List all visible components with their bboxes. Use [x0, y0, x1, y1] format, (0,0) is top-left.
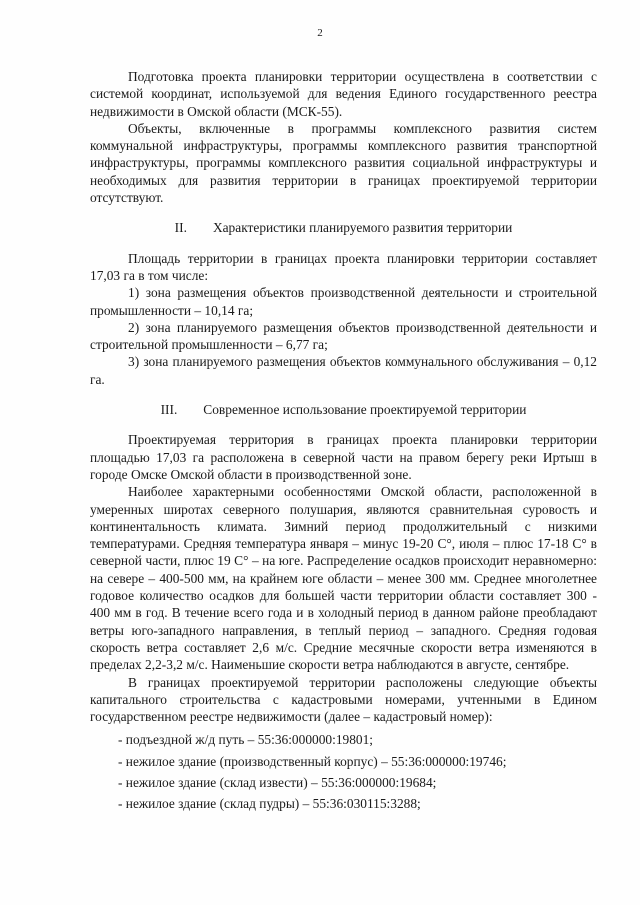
section-number: III.: [160, 402, 178, 418]
paragraph-area: Площадь территории в границах проекта планировки территории составляет 17,03 га в том числе:: [90, 250, 597, 283]
paragraph-climate: Наиболее характерными особенностями Омской области, расположенной в умеренных широтах северного полушария, являются сравнительная суровость и континентальность климата. Зимний период продолжительный с низкими температурами. Средняя температура января – минус 19-20 С°, июля – плюс 17-18 С° в северной части, плюс 19 С° – на юге. Распределение осадков происходит неравномерно: на севере – 400-500 мм, на крайнем юге области – менее 300 мм. Среднее многолетнее годовое количество осадков для большей части территории области составляет 300 - 400 мм в год. В течение всего года и в холодный период в данном районе преобладают ветры юго-западного направления, в теплый период – западного. Средняя годовая скорость ветра составляет 2,6 м/с. Средние месячные скорости ветра изменяются в пределах 2,2-3,2 м/с. Наименьшие скорости ветра наблюдаются в августе, сентябре.: [90, 484, 597, 673]
section-number: II.: [174, 220, 187, 236]
document-body: [90, 68, 597, 817]
paragraph-coordinate-system: Подготовка проекта планировки территории осуществлена в соответствии с системой координат, используемой для ведения Единого государственного реестра недвижимости в Омской области (МСК-55).: [90, 69, 597, 119]
list-item: - нежилое здание (склад извести) – 55:36:000000:19684;: [118, 774, 437, 790]
paragraph-capital-objects: В границах проектируемой территории расположены следующие объекты капитального строительства с кадастровыми номерами, учтенными в Едином государственном реестре недвижимости (далее – кадастровый номер):: [90, 674, 597, 725]
list-item: - подъездной ж/д путь – 55:36:000000:19801;: [118, 732, 374, 748]
cadastral-objects-list: [90, 731, 597, 812]
paragraph-zone-3: 3) зона планируемого размещения объектов коммунального обслуживания – 0,12 га.: [90, 354, 597, 387]
paragraph-zone-2: 2) зона планируемого размещения объектов производственной деятельности и строительной промышленности – 6,77 га;: [90, 319, 597, 353]
list-item: - нежилое здание (производственный корпус) – 55:36:000000:19746;: [118, 753, 507, 769]
list-item: - нежилое здание (склад пудры) – 55:36:030115:3288;: [118, 796, 421, 812]
paragraph-location: Проектируемая территория в границах проекта планировки территории площадью 17,03 га расположена в северной части на правом берегу реки Иртыш в городе Омске Омской области в производственной зоне.: [90, 432, 597, 482]
paragraph-development-programs: Объекты, включенные в программы комплексного развития систем коммунальной инфраструктуры, программы комплексного развития транспортной инфраструктуры, программы комплексного развития социальной инфраструктуры и необходимых для развития территории в границах проектируемой территории отсутствуют.: [90, 120, 597, 206]
section-title: Современное использование проектируемой территории: [203, 402, 527, 418]
section-heading-characteristics: [90, 219, 597, 236]
page-number: 2: [317, 27, 323, 39]
paragraph-zone-1: 1) зона размещения объектов производственной деятельности и строительной промышленности – 10,14 га;: [90, 285, 597, 318]
section-title: Характеристики планируемого развития территории: [212, 220, 513, 236]
section-heading-current-use: [90, 401, 597, 418]
